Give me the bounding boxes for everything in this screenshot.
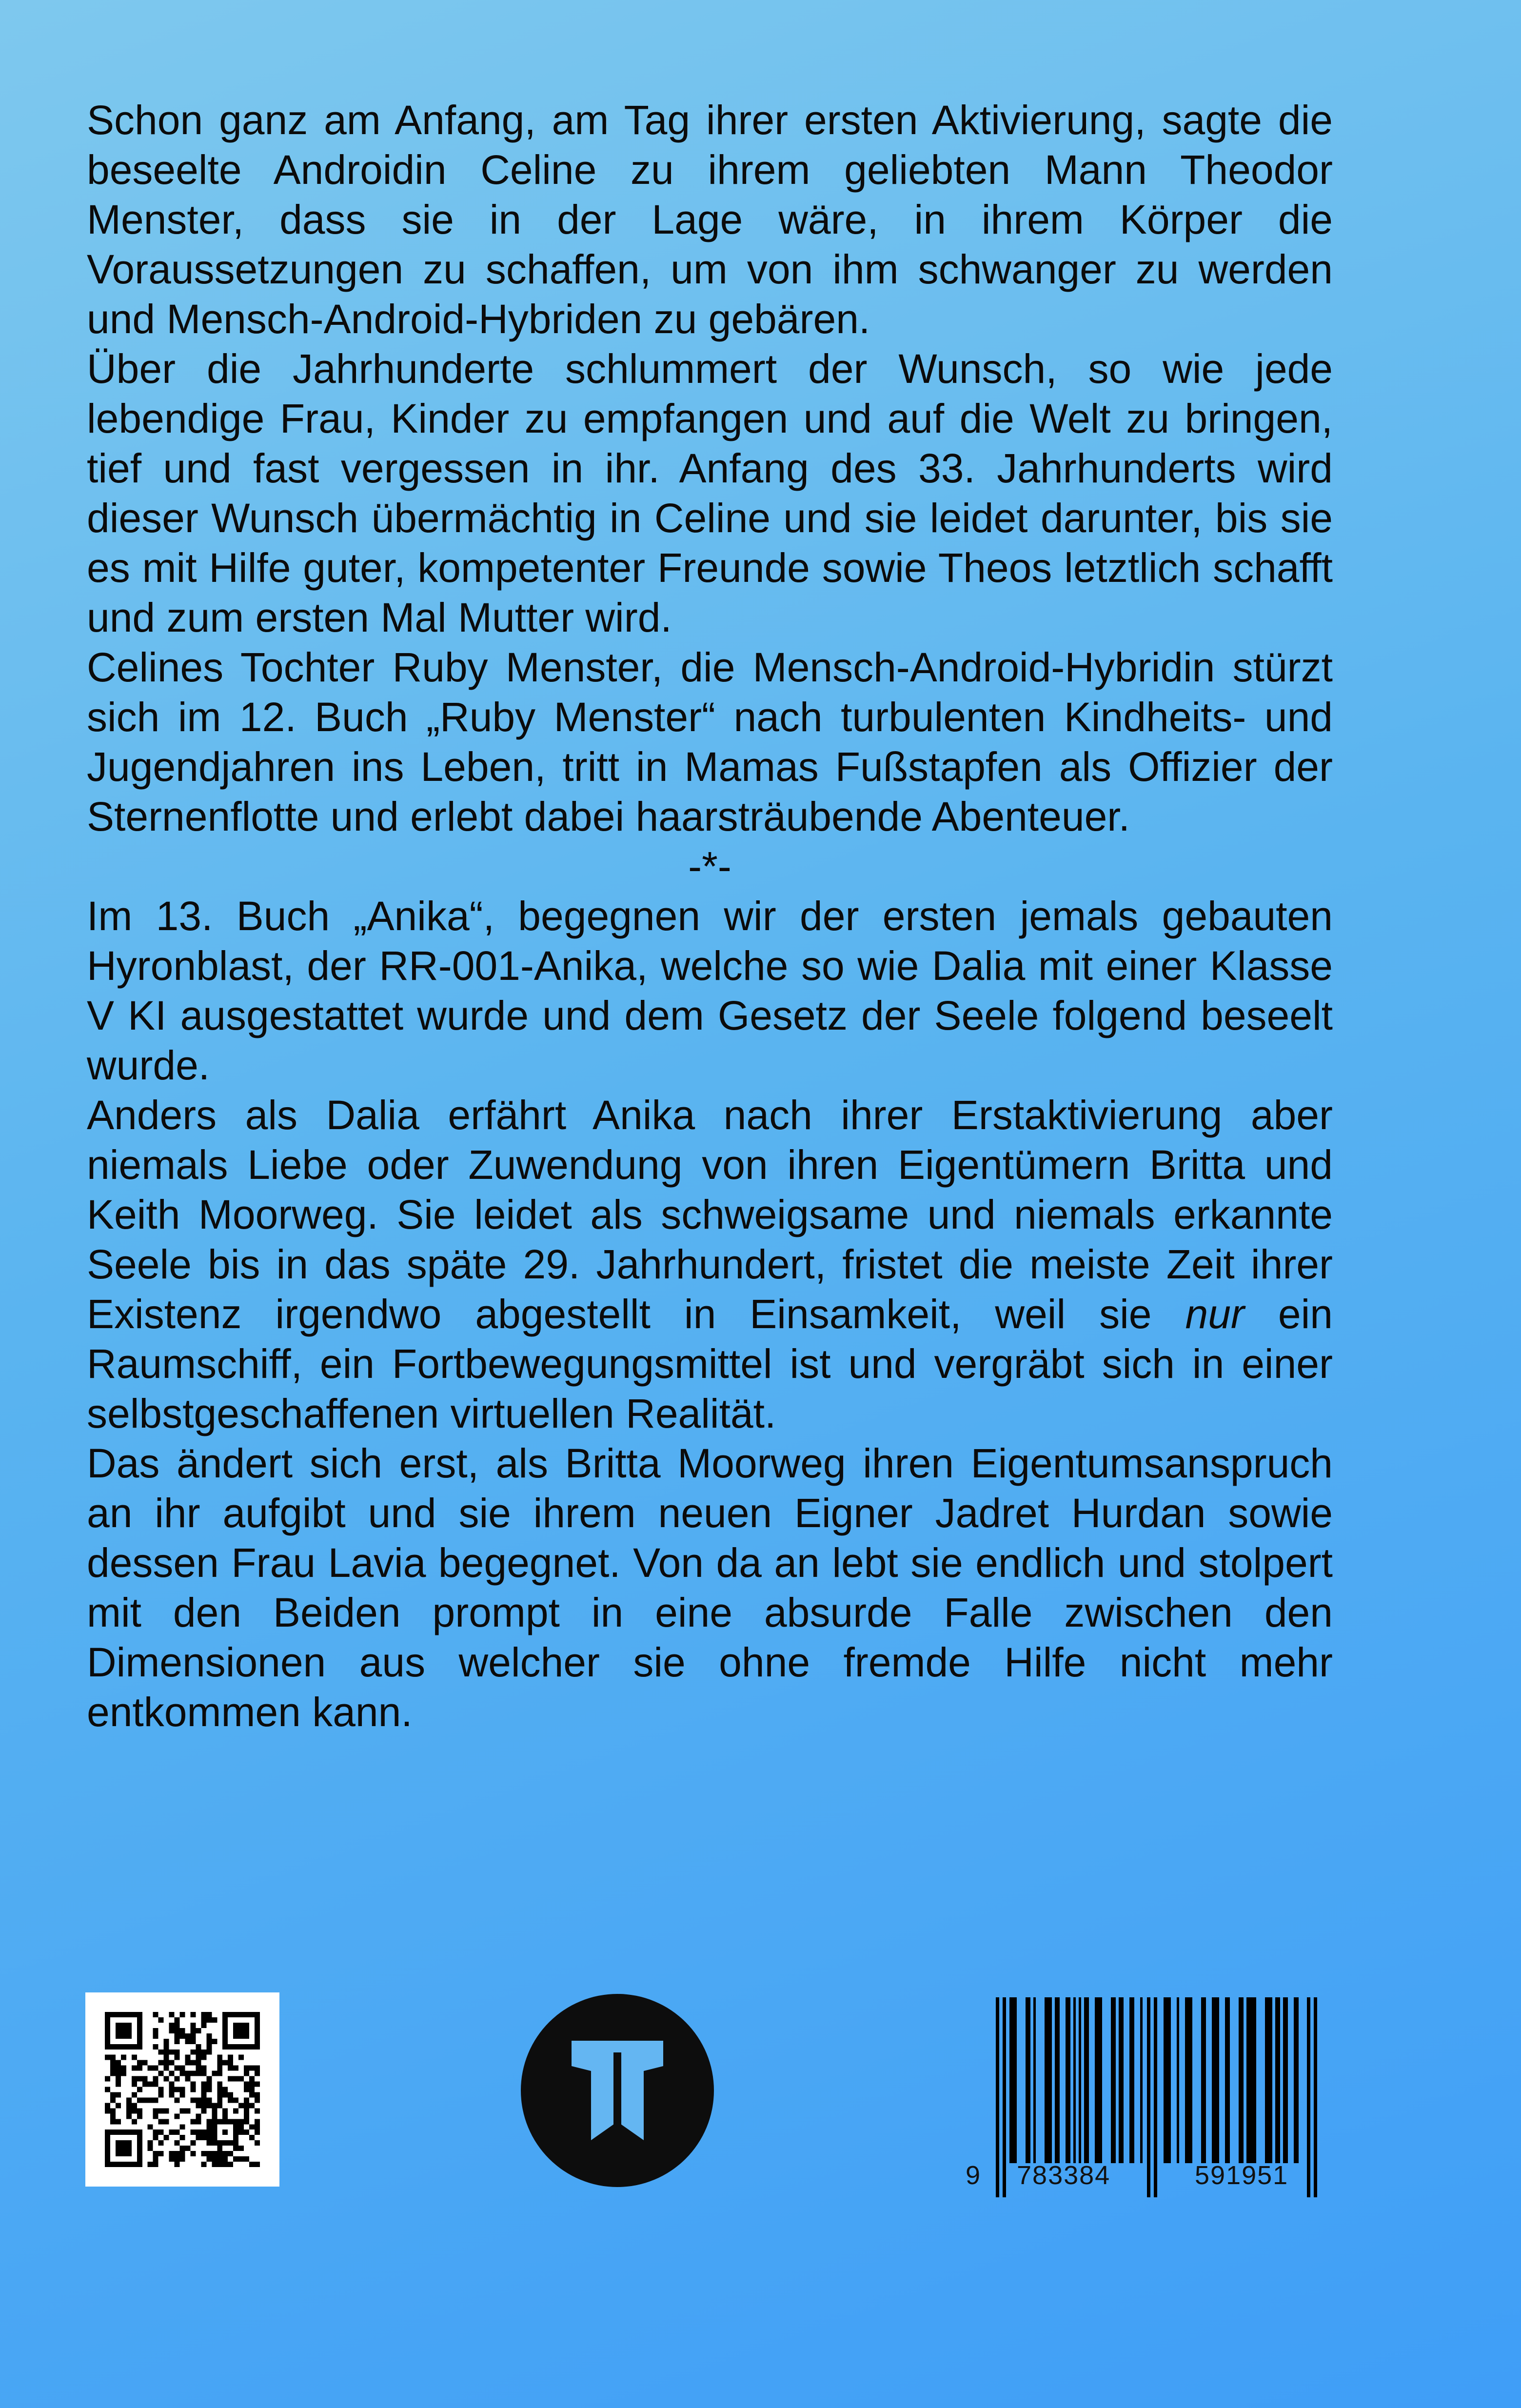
blurb-paragraph-4: Im 13. Buch „Anika“, begegnen wir der ersten jemals gebauten Hyronblast, der RR-001-Anika, welche so wie Dalia mit einer Klasse V KI ausgestattet wurde und dem Gesetz der Seele folgend beseelt wurde. [87, 893, 1333, 1088]
barcode-right-digits: 591951 [1195, 2161, 1289, 2190]
blurb-paragraph-2: Über die Jahrhunderte schlummert der Wunsch, so wie jede lebendige Frau, Kinder zu empfangen und auf die Welt zu bringen, tief und fast vergessen in ihr. Anfang des 33. Jahrhunderts wird dieser Wunsch übermächtig in Celine und sie leidet darunter, bis sie es mit Hilfe guter, kompetenter Freunde sowie Theos letztlich schafft und zum ersten Mal Mutter wird. [87, 346, 1333, 640]
blurb-paragraph-5-start: Anders als Dalia erfährt Anika nach ihrer Erstaktivierung aber niemals Liebe oder Zuwendung von ihren Eigentümern Britta und Keith Moorweg. Sie leidet als schweigsame und niemals erkannte Seele bis in das späte 29. Jahrhundert, fristet die meiste Zeit ihrer Existenz irgendwo abgestellt in Einsamkeit, weil sie [87, 1092, 1333, 1337]
emphasis-nur: nur [1185, 1291, 1244, 1337]
barcode-left-digits: 783384 [1017, 2161, 1111, 2190]
blurb-paragraph-3: Celines Tochter Ruby Menster, die Mensch-Android-Hybridin stürzt sich im 12. Buch „Ruby Menster“ nach turbulenten Kindheits- und Jugendjahren ins Leben, tritt in Mamas Fußstapfen als Offizier der Sternenflotte und erlebt dabei haarsträubende Abenteuer. [87, 644, 1333, 839]
blurb-paragraph-6: Das ändert sich erst, als Britta Moorweg ihren Eigentumsanspruch an ihr aufgibt und sie ihrem neuen Eigner Jadret Hurdan sowie dessen Frau Lavia begegnet. Von da an lebt sie endlich und stolpert mit den Beiden prompt in eine absurde Falle zwischen den Dimensionen aus welcher sie ohne fremde Hilfe nicht mehr entkommen kann. [87, 1440, 1333, 1735]
blurb-text [87, 95, 1333, 1737]
blurb-paragraph-1: Schon ganz am Anfang, am Tag ihrer ersten Aktivierung, sagte die beseelte Androidin Celine zu ihrem geliebten Mann Theodor Menster, dass sie in der Lage wäre, in ihrem Körper die Voraussetzungen zu schaffen, um von ihm schwanger zu werden und Mensch-Android-Hybriden zu gebären. [87, 97, 1333, 342]
section-separator: -*- [688, 843, 731, 889]
barcode-icon [966, 1997, 1336, 2202]
barcode-lead-digit: 9 [966, 2161, 982, 2190]
qr-code-icon [85, 1992, 279, 2187]
blurb-paragraph-5-end: ein Raumschiff, ein Fortbewegungsmittel ist und vergräbt sich in einer selbstgeschaffenen virtuellen Realität. [87, 1291, 1333, 1436]
blurb-paragraph-5 [87, 1090, 1333, 1438]
publisher-logo-icon [521, 1994, 714, 2187]
